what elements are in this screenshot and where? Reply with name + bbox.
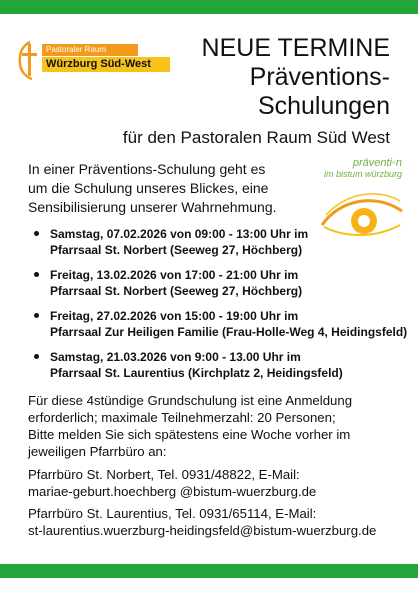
bullet-icon bbox=[34, 313, 39, 318]
event-date: Freitag, 13.02.2026 von 17:00 - 21:00 Uhr im bbox=[50, 268, 299, 282]
top-green-bar bbox=[0, 0, 418, 14]
subtitle: für den Pastoralen Raum Süd West bbox=[122, 128, 390, 147]
event-location: Pfarrsaal Zur Heiligen Familie (Frau-Holle-Weg 4, Heidingsfeld) bbox=[50, 325, 408, 339]
contact-st-laurentius bbox=[28, 505, 418, 539]
intro-line-3: Sensibilisierung unserer Wahrnehmung. bbox=[28, 199, 277, 215]
info-line-4: jeweiligen Pfarrbüro an: bbox=[28, 444, 167, 459]
intro-text bbox=[28, 160, 328, 217]
registration-info bbox=[28, 392, 398, 460]
event-date: Samstag, 21.03.2026 von 9:00 - 13.00 Uhr im bbox=[50, 350, 301, 364]
title-line-2: Präventions- bbox=[249, 63, 390, 91]
info-line-1: Für diese 4stündige Grundschulung ist eine Anmeldung bbox=[28, 393, 353, 408]
info-line-2: erforderlich; maximale Teilnehmerzahl: 20 Personen; bbox=[28, 410, 336, 425]
event-list bbox=[34, 226, 414, 390]
contact-st-norbert bbox=[28, 466, 408, 500]
title-line-3: Schulungen bbox=[257, 92, 390, 120]
bullet-icon bbox=[34, 231, 39, 236]
logo-bottom-label: Würzburg Süd-West bbox=[42, 57, 170, 72]
contact-office-line: Pfarrbüro St. Laurentius, Tel. 0931/65114, E-Mail: bbox=[28, 506, 317, 521]
event-location: Pfarrsaal St. Norbert (Seeweg 27, Höchberg) bbox=[50, 284, 303, 298]
list-item bbox=[34, 226, 414, 258]
logo-top-label: Pastoraler Raum bbox=[42, 44, 138, 56]
event-date: Samstag, 07.02.2026 von 09:00 - 13:00 Uhr im bbox=[50, 227, 309, 241]
cross-icon bbox=[16, 40, 44, 80]
list-item bbox=[34, 267, 414, 299]
contact-email[interactable]: mariae-geburt.hoechberg @bistum-wuerzburg.de bbox=[28, 484, 317, 499]
event-date: Freitag, 27.02.2026 von 15:00 - 19:00 Uhr im bbox=[50, 309, 299, 323]
bullet-icon bbox=[34, 354, 39, 359]
bullet-icon bbox=[34, 272, 39, 277]
badge-subtitle: im bistum würzburg bbox=[323, 169, 402, 179]
list-item bbox=[34, 308, 414, 340]
pastoral-logo bbox=[16, 38, 166, 80]
bottom-green-bar bbox=[0, 564, 418, 578]
title-line-1: NEUE TERMINE bbox=[201, 34, 390, 62]
contact-email[interactable]: st-laurentius.wuerzburg-heidingsfeld@bistum-wuerzburg.de bbox=[28, 523, 377, 538]
badge-title: präventi◦n bbox=[352, 157, 402, 169]
info-line-3: Bitte melden Sie sich spätestens eine Woche vorher im bbox=[28, 427, 351, 442]
list-item bbox=[34, 349, 414, 381]
intro-line-2: um die Schulung unseres Blickes, eine bbox=[28, 180, 269, 196]
page-title bbox=[202, 34, 390, 121]
contact-office-line: Pfarrbüro St. Norbert, Tel. 0931/48822, E-Mail: bbox=[28, 467, 300, 482]
event-location: Pfarrsaal St. Norbert (Seeweg 27, Höchberg) bbox=[50, 243, 303, 257]
event-location: Pfarrsaal St. Laurentius (Kirchplatz 2, Heidingsfeld) bbox=[50, 366, 343, 380]
intro-line-1: In einer Präventions-Schulung geht es bbox=[28, 161, 266, 177]
